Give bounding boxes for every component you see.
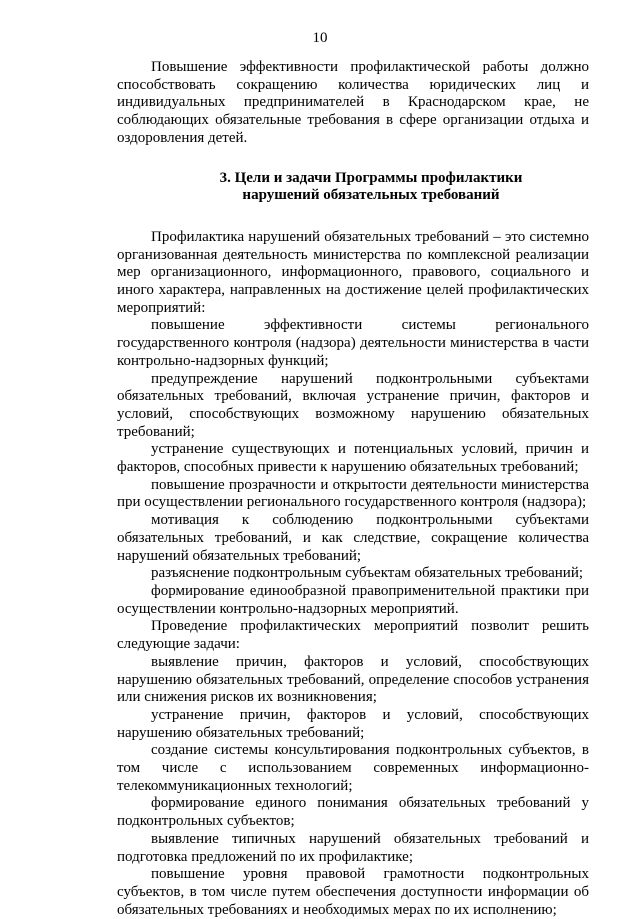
paragraph-definition: Профилактика нарушений обязательных требований – это системно организованная деятельность министерства по комплексной реализации мер организационного, информационного, правового, социального и иного характера, направленных на достижение целей профилактических мероприятий: (117, 228, 589, 316)
goal-item: повышение эффективности системы регионального государственного контроля (надзора) деятельности министерства в части контрольно-надзорных функций; (117, 317, 589, 369)
task-item: формирование единого понимания обязательных требований у подконтрольных субъектов; (117, 795, 589, 830)
goal-item: предупреждение нарушений подконтрольными субъектами обязательных требований, включая устранение причин, факторов и условий, способствующих возможному нарушению обязательных требований; (117, 370, 589, 440)
task-item: повышение уровня правовой грамотности подконтрольных субъектов, в том числе путем обеспечения доступности информации об обязательных требованиях и необходимых мерах по их исполнению; (117, 866, 589, 918)
document-body (117, 59, 589, 919)
task-item: выявление причин, факторов и условий, способствующих нарушению обязательных требований, определение способов устранения или снижения рисков их возникновения; (117, 653, 589, 706)
task-item: устранение причин, факторов и условий, способствующих нарушению обязательных требований; (117, 706, 589, 741)
intro-paragraph: Повышение эффективности профилактической работы должно способствовать сокращению количества юридических лиц и индивидуальных предпринимателей в Краснодарском крае, не соблюдающих обязательные требования в сфере организации отдыха и оздоровления детей. (117, 59, 589, 146)
section-heading-line-2: нарушений обязательных требований (242, 187, 500, 204)
goal-item: формирование единообразной правоприменительной практики при осуществлении контрольно-надзорных мероприятий. (117, 582, 589, 617)
goal-item: повышение прозрачности и открытости деятельности министерства при осуществлении регионального государственного контроля (надзора); (117, 476, 589, 511)
goal-item: устранение существующих и потенциальных условий, причин и факторов, способных привести к нарушению обязательных требований; (117, 441, 589, 476)
goal-item: мотивация к соблюдению подконтрольными субъектами обязательных требований, и как следствие, сокращение количества нарушений обязательных требований; (117, 512, 589, 564)
task-item: выявление типичных нарушений обязательных требований и подготовка предложений по их профилактике; (117, 830, 589, 865)
goal-item: разъяснение подконтрольным субъектам обязательных требований; (151, 565, 584, 582)
paragraph-tasks-intro: Проведение профилактических мероприятий позволит решить следующие задачи: (117, 618, 589, 653)
section-heading (117, 170, 589, 205)
page-number: 10 (312, 30, 328, 46)
section-heading-line-1: 3. Цели и задачи Программы профилактики (219, 169, 523, 186)
task-item: создание системы консультирования подконтрольных субъектов, в том числе с использованием современных информационно-телекоммуникационных технологий; (117, 742, 589, 794)
